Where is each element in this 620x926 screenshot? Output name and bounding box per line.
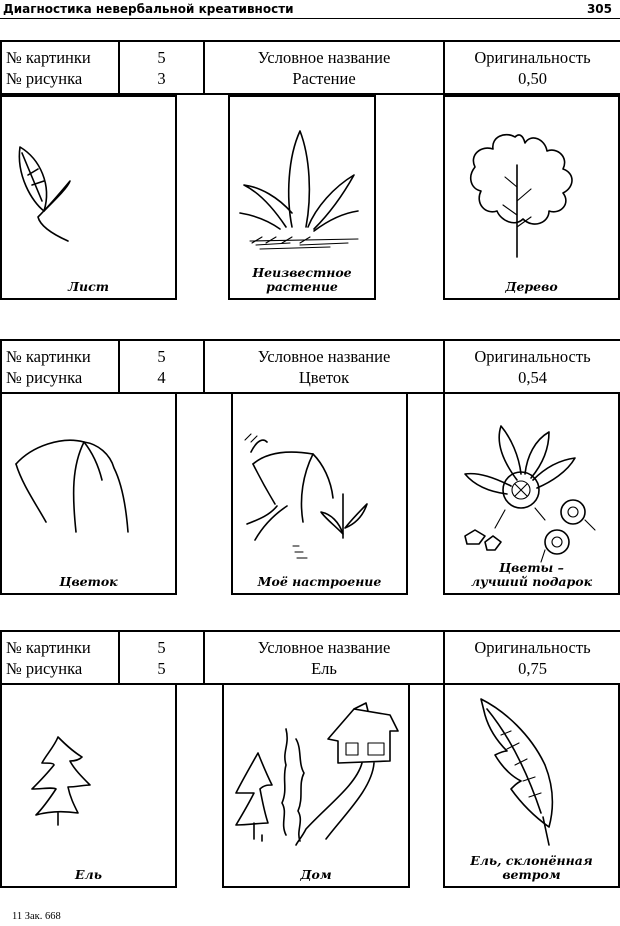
name-cell: Условное название Растение bbox=[204, 41, 444, 94]
originality-cell: Оригинальность 0,54 bbox=[444, 340, 620, 393]
drawing-caption: Ель, склонённая ветром bbox=[470, 853, 593, 882]
row-labels: № картинки № рисунка bbox=[1, 340, 119, 393]
originality-cell: Оригинальность 0,75 bbox=[444, 631, 620, 684]
drawing-panel bbox=[443, 392, 620, 595]
drawing-caption: Цветы – лучший подарок bbox=[470, 560, 593, 589]
leaf-drawing bbox=[2, 97, 179, 302]
fir-drawing bbox=[2, 685, 179, 890]
drawing-panel bbox=[228, 95, 376, 300]
drawing-panel bbox=[222, 683, 410, 888]
name-cell: Условное название Цветок bbox=[204, 340, 444, 393]
drawing-caption: Моё настроение bbox=[257, 574, 382, 589]
drawing-panel bbox=[443, 683, 620, 888]
row-labels: № картинки № рисунка bbox=[1, 41, 119, 94]
my-mood-drawing bbox=[233, 394, 410, 597]
row-numbers: 5 5 bbox=[119, 631, 204, 684]
header-rule bbox=[0, 18, 620, 19]
running-title: Диагностика невербальной креативности bbox=[3, 2, 294, 16]
tree-leaf-drawing bbox=[445, 97, 620, 302]
info-table-3 bbox=[0, 630, 620, 685]
house-drawing bbox=[224, 685, 412, 890]
drawing-caption: Неизвестное растение bbox=[252, 265, 352, 294]
drawing-panel bbox=[0, 95, 177, 300]
drawing-caption: Цветок bbox=[59, 574, 118, 589]
page-number: 305 bbox=[586, 2, 612, 16]
flower-drawing bbox=[2, 394, 179, 597]
name-cell: Условное название Ель bbox=[204, 631, 444, 684]
drawing-panel bbox=[231, 392, 408, 595]
drawing-caption: Лист bbox=[68, 279, 109, 294]
drawing-caption: Дерево bbox=[505, 279, 558, 294]
originality-cell: Оригинальность 0,50 bbox=[444, 41, 620, 94]
info-table-1 bbox=[0, 40, 620, 95]
print-signature: 11 Зак. 668 bbox=[12, 911, 61, 922]
row-numbers: 5 4 bbox=[119, 340, 204, 393]
drawing-caption: Дом bbox=[300, 867, 332, 882]
row-numbers: 5 3 bbox=[119, 41, 204, 94]
row-labels: № картинки № рисунка bbox=[1, 631, 119, 684]
drawing-panel bbox=[0, 392, 177, 595]
drawing-caption: Ель bbox=[75, 867, 102, 882]
info-table-2 bbox=[0, 339, 620, 394]
drawing-panel bbox=[0, 683, 177, 888]
drawing-panel bbox=[443, 95, 620, 300]
